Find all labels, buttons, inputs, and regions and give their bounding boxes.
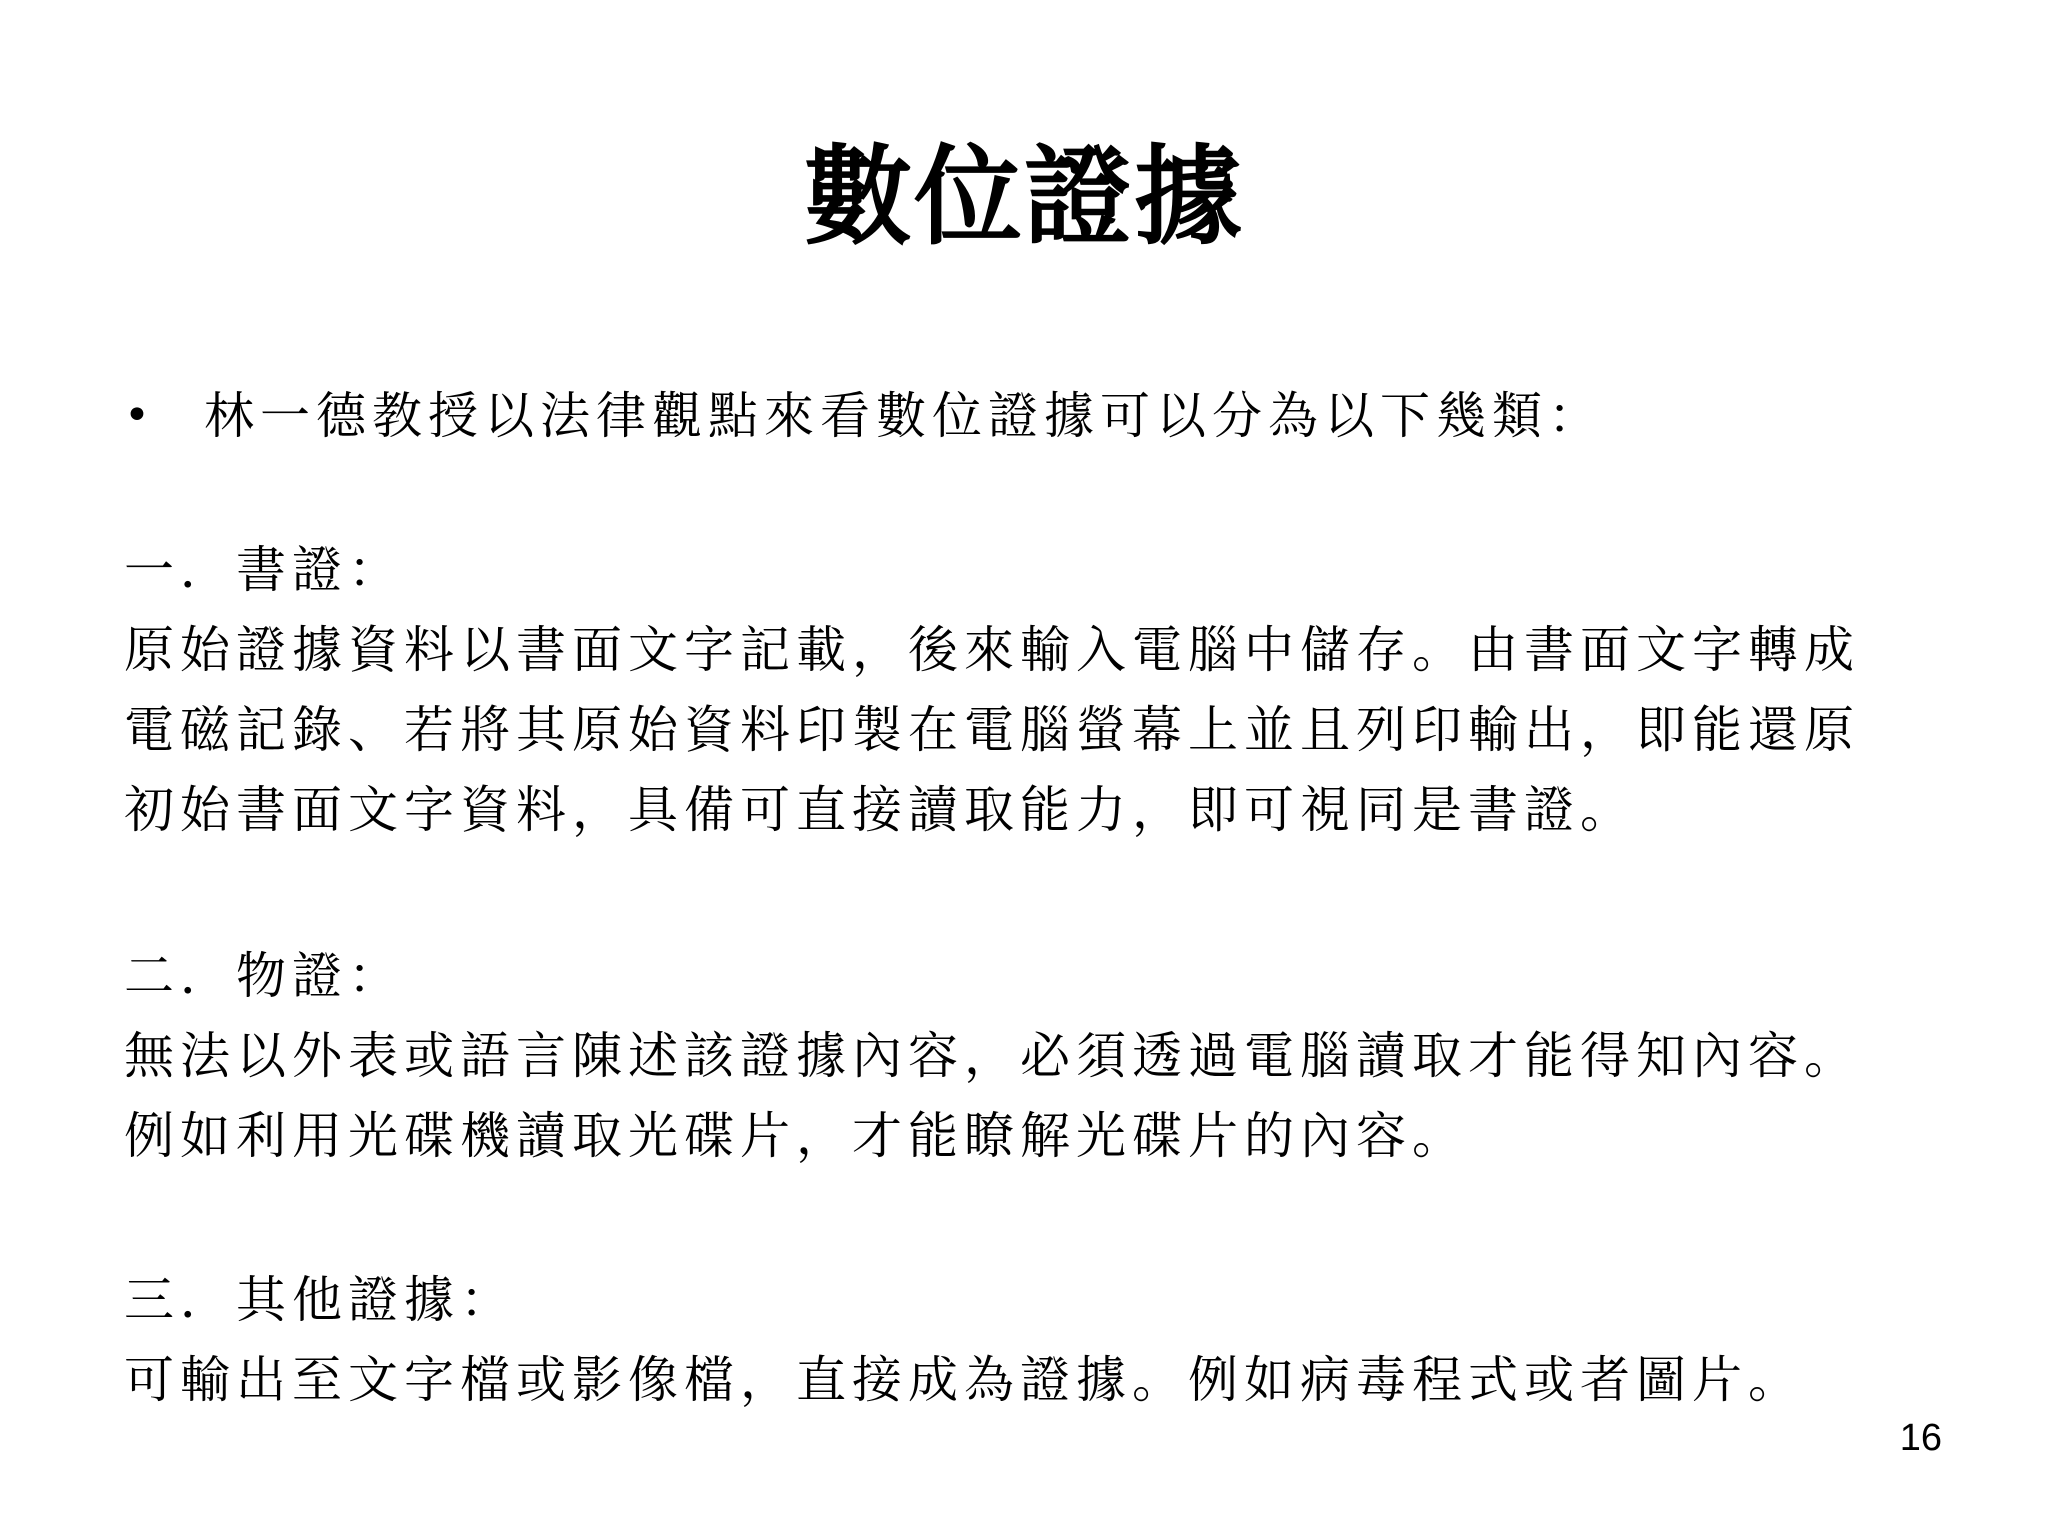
section-line: 電磁記錄、若將其原始資料印製在電腦螢幕上並且列印輸出，即能還原 [124, 701, 1860, 759]
section-physical-evidence [124, 940, 1944, 1180]
section-other-evidence [124, 1264, 1944, 1424]
bullet-text: 林一德教授以法律觀點來看數位證據可以分為以下幾類： [204, 387, 1604, 445]
section-heading: 二．物證： [124, 947, 404, 1005]
section-line: 無法以外表或語言陳述該證據內容，必須透過電腦讀取才能得知內容。 [124, 1027, 1860, 1085]
section-line: 原始證據資料以書面文字記載，後來輸入電腦中儲存。由書面文字轉成 [124, 621, 1860, 679]
section-heading: 一．書證： [124, 541, 404, 599]
page-number: 16 [1899, 1417, 1942, 1459]
slide-title: 數位證據 [803, 135, 1244, 260]
section-line: 初始書面文字資料，具備可直接讀取能力，即可視同是書證。 [124, 781, 1636, 839]
section-documentary-evidence [124, 534, 1944, 854]
section-line: 例如利用光碟機讀取光碟片，才能瞭解光碟片的內容。 [124, 1107, 1468, 1165]
section-line: 可輸出至文字檔或影像檔，直接成為證據。例如病毒程式或者圖片。 [124, 1351, 1804, 1409]
bullet-item [124, 380, 1924, 452]
bullet-marker: • [124, 390, 150, 441]
section-heading: 三．其他證據： [124, 1271, 516, 1329]
